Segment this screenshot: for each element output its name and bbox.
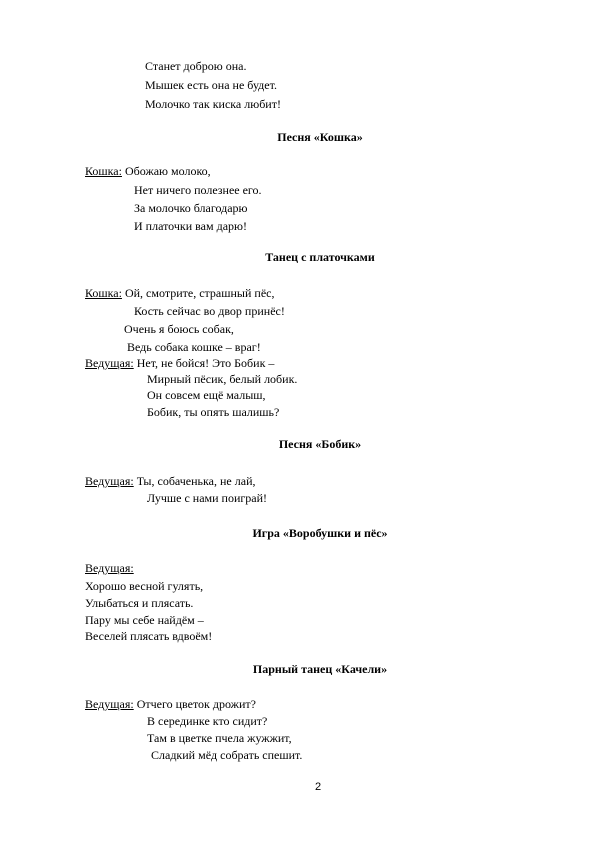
verse-line: Ведь собака кошке – враг! (127, 340, 261, 354)
verse-line: Веселей плясать вдвоём! (85, 629, 213, 643)
verse-text: Обожаю молоко, (121, 164, 211, 178)
section-heading: Игра «Воробушки и пёс» (252, 526, 388, 540)
page-number: 2 (315, 781, 322, 793)
verse-text: Ты, собаченька, не лай, (133, 474, 256, 488)
speaker-line (85, 697, 256, 711)
section-heading: Парный танец «Качели» (252, 662, 388, 676)
verse-line: В серединке кто сидит? (147, 714, 268, 728)
verse-line: Бобик, ты опять шалишь? (147, 405, 280, 419)
verse-line: Там в цветке пчела жужжит, (147, 731, 292, 745)
verse-line: За молочко благодарю (134, 201, 248, 215)
speaker-line (85, 286, 274, 300)
verse-line: Нет ничего полезнее его. (134, 183, 262, 197)
verse-line: Лучше с нами поиграй! (147, 491, 268, 505)
verse-line: Кость сейчас во двор принёс! (134, 304, 285, 318)
speaker-line (85, 164, 211, 178)
speaker-line (85, 474, 256, 488)
speaker-line (85, 356, 274, 370)
speaker-label: Кошка: (85, 164, 122, 178)
speaker-line (85, 561, 134, 575)
verse-line: Молочко так киска любит! (145, 97, 281, 111)
verse-text: Нет, не бойся! Это Бобик – (133, 356, 275, 370)
section-heading: Песня «Бобик» (278, 437, 362, 451)
verse-line: Пару мы себе найдём – (85, 613, 204, 627)
verse-line: Станет доброю она. (145, 59, 247, 73)
verse-text: Ой, смотрите, страшный пёс, (121, 286, 275, 300)
verse-line: Очень я боюсь собак, (124, 322, 234, 336)
verse-line: Он совсем ещё малыш, (147, 388, 266, 402)
verse-line: Хорошо весной гулять, (85, 579, 204, 593)
verse-line: Сладкий мёд собрать спешит. (151, 748, 303, 762)
speaker-label: Ведущая: (85, 561, 134, 575)
verse-line: И платочки вам дарю! (134, 219, 247, 233)
verse-line: Мирный пёсик, белый лобик. (147, 372, 298, 386)
speaker-label: Ведущая: (85, 474, 134, 488)
verse-text: Отчего цветок дрожит? (133, 697, 256, 711)
section-heading: Танец с платочками (265, 250, 375, 264)
verse-line: Улыбаться и плясать. (85, 596, 194, 610)
speaker-label: Кошка: (85, 286, 122, 300)
speaker-label: Ведущая: (85, 697, 134, 711)
verse-line: Мышек есть она не будет. (145, 78, 277, 92)
section-heading: Песня «Кошка» (277, 130, 363, 144)
speaker-label: Ведущая: (85, 356, 134, 370)
